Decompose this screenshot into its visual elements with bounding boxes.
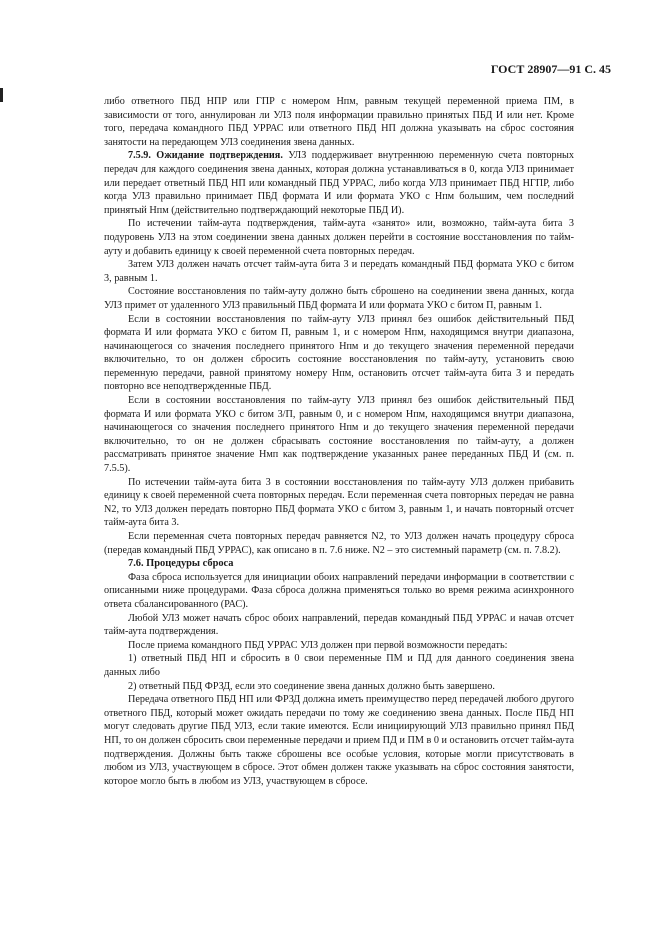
list-item: 2) ответный ПБД ФРЗД, если это соединение звена данных должно быть завершено.	[128, 680, 495, 692]
paragraph: По истечении тайм-аута бита 3 в состоянии восстановления по тайм-ауту УЛЗ должен прибавить единицу к своей переменной счета повторных передач. Если переменная счета повторных передач не равна N2, то УЛЗ должен передать повторно ПБД формата УКО с битом 3, равным 1, и начать повторный отсчет тайм-аута бита 3.	[104, 476, 574, 529]
paragraph: После приема командного ПБД УРРАС УЛЗ должен при первой возможности передать:	[128, 639, 508, 651]
section-heading-7-5-9: 7.5.9. Ожидание подтверждения.	[128, 150, 283, 162]
paragraph: Любой УЛЗ может начать сброс обоих направлений, передав командный ПБД УРРАС и начав отсчет тайм-аута подтверждения.	[104, 612, 574, 638]
list-item: 1) ответный ПБД НП и сбросить в 0 свои переменные ПМ и ПД для данного соединения звена данных либо	[104, 653, 574, 678]
paragraph: Фаза сброса используется для инициации обоих направлений передачи информации в соответствии с описанными ниже процедурами. Фаза сброса должна применяться только во время режима асинхронного ответа сбалансированного (РАС).	[104, 571, 574, 610]
paragraph-continuation: либо ответного ПБД НПР или ГПР с номером Нпм, равным текущей переменной приема ПМ, в зависимости от того, аннулирован ли УЛЗ поля информации правильно принятых ПБД И или нет. Кроме того, передача командного ПБД УРРАС или ответного ПБД НП должна указывать на сброс состояния занятости на передающем УЛЗ соединения звена данных.	[104, 96, 574, 148]
section-heading-7-6: 7.6. Процедуры сброса	[128, 558, 234, 570]
document-body	[104, 95, 574, 788]
paragraph: Если переменная счета повторных передач равняется N2, то УЛЗ должен начать процедуру сброса (передав командный ПБД УРРАС), как описано в п. 7.6 ниже. N2 – это системный параметр (см. п. 7.8.2).	[104, 531, 574, 556]
paragraph: Если в состоянии восстановления по тайм-ауту УЛЗ принял без ошибок действительный ПБД формата И или формата УКО с битом 3/П, равным 0, и с номером Нпм, находящимся внутри диапазона, начинающегося со значения последнего принятого Нпм и до текущего значения переменной передачи включительно, то он не должен сбрасывать состояние восстановления по тайм-ауту, а должен рассматривать принятое значение Нмп как подтверждение указанных ранее переданных ПБД И (см. п. 7.5.5).	[104, 395, 574, 475]
margin-mark	[0, 88, 3, 102]
page-header: ГОСТ 28907—91 С. 45	[490, 62, 611, 76]
paragraph: По истечении тайм-аута подтверждения, тайм-аута «занято» или, возможно, тайм-аута бита 3 подуровень УЛЗ на этом соединении звена данных должен перейти в состояние восстановления по тайм-ауту и добавить единицу к своей переменной счета повторных передач.	[104, 218, 574, 257]
paragraph-7-5-9-text: УЛЗ поддерживает внутреннюю переменную счета повторных передач для каждого соединения звена данных, которая должна устанавливаться в 0, когда УЛЗ принимает или передает ответный ПБД НП или командный ПБД УРРАС, либо когда УЛЗ принимает ПБД НГПР, либо когда УЛЗ правильно принимает ПБД формата И или формата УКО с Нпм большим, чем последний принятый Нпм (действительно подтверждающий некоторые ПБД И).	[104, 150, 574, 216]
paragraph-7-5-9	[104, 149, 574, 217]
paragraph: Состояние восстановления по тайм-ауту должно быть сброшено на соединении звена данных, когда УЛЗ примет от удаленного УЛЗ правильный ПБД формата И или формата УКО с битом П, равным 1.	[104, 286, 574, 311]
paragraph: Если в состоянии восстановления по тайм-ауту УЛЗ принял без ошибок действительный ПБД формата И или формата УКО с битом П, равным 1, и с номером Нпм, находящимся внутри диапазона, начинающегося со значения последнего принятого Нпм и до текущего значения переменной передачи включительно, то он должен сбросить состояние восстановления по тайм-ауту, установить свою переменную передачи, равной принятому номеру Нпм, остановить отсчет тайм-аута бита 3 и передать повторно все неподтвержденные ПБД.	[104, 313, 574, 393]
paragraph: Затем УЛЗ должен начать отсчет тайм-аута бита 3 и передать командный ПБД формата УКО с битом 3, равным 1.	[104, 259, 574, 284]
paragraph: Передача ответного ПБД НП или ФРЗД должна иметь преимущество перед передачей любого другого ответного ПБД, который может ожидать передачи по тому же соединению звена данных. После ПБД НП могут следовать другие ПБД УЛЗ, если такие имеются. Если инициирующий УЛЗ правильно принял ПБД НП, то он должен сбросить свои переменные передачи и прием ПД и ПМ в 0 и остановить отсчет тайм-аута подтверждения. Должны быть также сброшены все особые условия, которые могли присутствовать в любом из УЛЗ, участвующем в сбросе. Этот обмен должен также указывать на сброс состояния занятости, которое могло быть в любом из УЛЗ, участвующем в сбросе.	[104, 694, 574, 787]
